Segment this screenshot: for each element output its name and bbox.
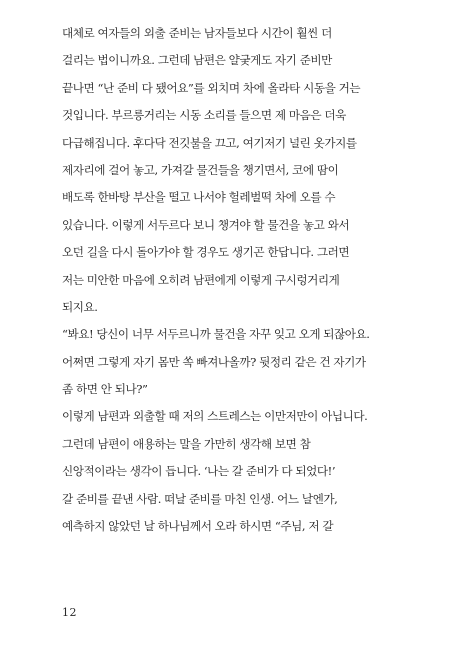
text-line: 신앙적이라는 생각이 듭니다. ‘나는 갈 준비가 다 되었다!’: [62, 464, 336, 479]
text-line: “봐요! 당신이 너무 서두르니까 물건을 자꾸 잊고 오게 되잖아요.: [62, 327, 370, 342]
text-line: 것입니다. 부르릉거리는 시동 소리를 들으면 제 마음은 더욱: [62, 108, 346, 123]
text-line: 되지요.: [62, 299, 98, 314]
text-line: 이렇게 남편과 외출할 때 저의 스트레스는 이만저만이 아닙니다.: [62, 409, 368, 424]
text-line: 어쩌면 그렇게 자기 몸만 쏙 빠져나올까? 뒷정리 같은 건 자기가: [62, 354, 366, 369]
text-line: 오던 길을 다시 돌아가야 할 경우도 생기곤 한답니다. 그러면: [62, 245, 350, 260]
page-number: 12: [62, 606, 77, 619]
text-line: 예측하지 않았던 날 하나님께서 오라 하시면 “주님, 저 갈: [62, 519, 334, 534]
text-line: 제자리에 걸어 놓고, 가져갈 물건들을 챙기면서, 코에 땀이: [62, 162, 339, 177]
text-line: 좀 하면 안 되나?”: [62, 382, 148, 397]
text-line: 배도록 한바탕 부산을 떨고 나서야 헐레벌떡 차에 오를 수: [62, 190, 336, 205]
text-line: 있습니다. 이렇게 서두르다 보니 챙겨야 할 물건을 놓고 와서: [62, 217, 350, 232]
text-line: 끝나면 “난 준비 다 됐어요”를 외치며 차에 올라타 시동을 거는: [62, 80, 361, 95]
text-line: 대체로 여자들의 외출 준비는 남자들보다 시간이 훨씬 더: [62, 26, 332, 40]
text-line: 갈 준비를 끝낸 사람. 떠날 준비를 마친 인생. 어느 날엔가,: [62, 491, 338, 506]
body-text: [62, 20, 382, 540]
text-line: 다급해집니다. 후다닥 전깃불을 끄고, 여기저기 널린 옷가지를: [62, 135, 357, 150]
text-line: 그런데 남편이 애용하는 말을 가만히 생각해 보면 참: [62, 436, 311, 451]
text-line: 걸리는 법이니까요. 그런데 남편은 얄궂게도 자기 준비만: [62, 53, 332, 68]
text-line: 저는 미안한 마음에 오히려 남편에게 이렇게 구시렁거리게: [62, 272, 340, 287]
